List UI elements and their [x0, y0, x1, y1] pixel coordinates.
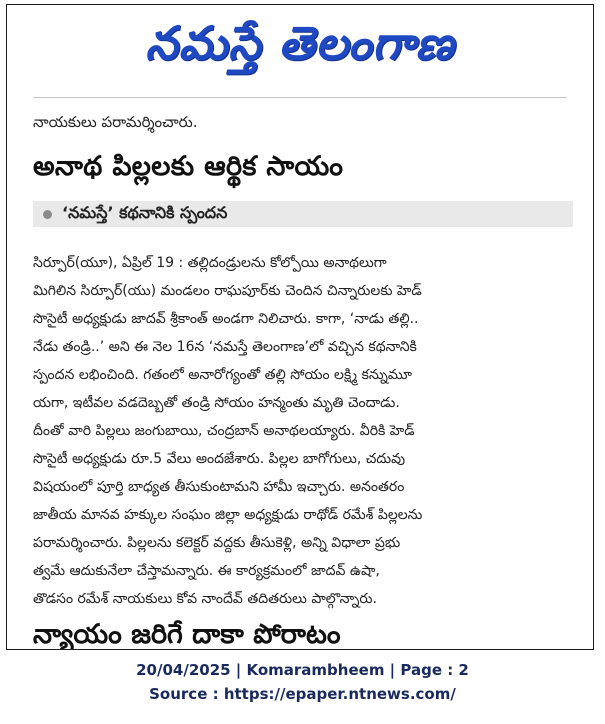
- divider: [33, 97, 567, 104]
- body-line: విషయంలో పూర్తి బాధ్యత తీసుకుంటామని హామీ ఇచ్చారు. అనంతరం: [33, 479, 405, 495]
- body-line: యగా, ఇటీవల వడదెబ్బతో తండ్రి సోయం హన్మంతు మృతి చెందాడు.: [33, 395, 400, 411]
- body-line: స్పందన లభించింది. గతంలో అనారోగ్యంతో తల్లి సోయం లక్ష్మి కన్నుమూ: [33, 367, 412, 383]
- body-line: సొసైటీ అధ్యక్షుడు రూ.5 వేలు అందజేశారు. పిల్లల బాగోగులు, చదువు: [33, 451, 406, 467]
- body-line: పరామర్శించారు. పిల్లలను కలెక్టర్ వద్దకు తీసుకెళ్లి, అన్ని విధాలా ప్రభు: [33, 535, 401, 551]
- bullet-icon: [43, 210, 52, 219]
- page-footer: [0, 658, 605, 706]
- body-line: త్వమే ఆదుకునేలా చేస్తామన్నారు. ఈ కార్యక్రమంలో జాదవ్ ఉషా,: [33, 563, 380, 579]
- subhead-text: ‘నమస్తే’ కథనానికి స్పందన: [62, 202, 228, 222]
- body-line: తొడసం రమేశ్ నాయకులు కోవ నాందేవ్ తదితరులు పాల్గొన్నారు.: [33, 591, 377, 607]
- newspaper-logo: నమస్తే తెలంగాణ: [145, 16, 455, 70]
- article-subhead: [33, 201, 573, 227]
- previous-article-tail: నాయకులు పరామర్శించారు.: [33, 113, 198, 131]
- article-body: [33, 249, 573, 613]
- next-article-headline: న్యాయం జరిగే దాకా పోరాటం: [33, 619, 341, 650]
- footer-source: Source : https://epaper.ntnews.com/: [149, 685, 456, 703]
- body-line: సొసైటీ అధ్యక్షుడు జాదవ్ శ్రీకాంత్ అండగా నిలిచారు. కాగా, ‘నాడు తల్లి..: [33, 311, 419, 327]
- body-line: సిర్పూర్(యూ), ఏప్రిల్ 19 : తల్లిదండ్రులను కోల్పోయి అనాథలుగా: [33, 255, 387, 271]
- body-line: దీంతో వారి పిల్లలు జంగుబాయి, చంద్రబాన్ అనాథలయ్యారు. వీరికి హెడ్: [33, 423, 415, 439]
- body-line: జాతీయ మానవ హక్కుల సంఘం జిల్లా అధ్యక్షుడు రాథోడ్ రమేశ్ పిల్లలను: [33, 507, 423, 523]
- masthead: [7, 11, 593, 87]
- newspaper-clipping: [6, 4, 594, 650]
- body-line: మిగిలిన సిర్పూర్(యు) మండలం రాఘపూర్‌కు చెందిన చిన్నారులకు హెడ్: [33, 283, 422, 299]
- body-line: నేడు తండ్రి..’ అని ఈ నెల 16న ‘నమస్తే తెలంగాణ’లో వచ్చిన కథనానికి: [33, 339, 417, 355]
- footer-meta: 20/04/2025 | Komarambheem | Page : 2: [136, 661, 469, 679]
- article-headline: అనాథ పిల్లలకు ఆర్థిక సాయం: [33, 151, 344, 182]
